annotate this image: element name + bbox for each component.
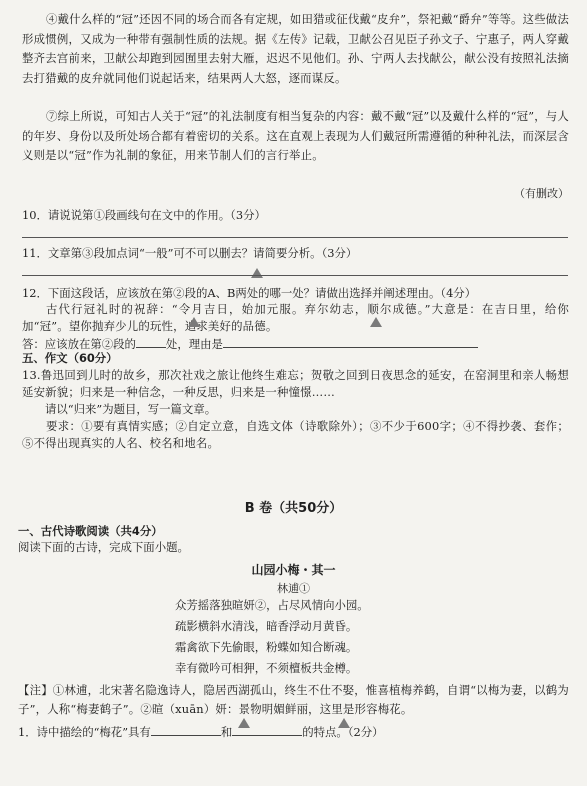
reading-instruction: 阅读下面的古诗，完成下面小题。 — [18, 540, 189, 554]
answer-blank-feature-1[interactable] — [151, 723, 221, 736]
poem-line-4: 幸有微吟可相狎，不须檀板共金樽。 — [175, 661, 358, 675]
poem-note: 【注】①林逋，北宋著名隐逸诗人，隐居西湖孤山，终生不仕不娶，惟喜植梅养鹤，自谓“以梅为妻，以鹤为子”，人称“梅妻鹤子”。②暄（xuān）妍：景物明媚鲜丽，这里是形容梅花。 — [18, 683, 569, 716]
answer-line-11[interactable] — [22, 275, 568, 276]
writing-section-title: 五、作文（60分） — [22, 351, 118, 365]
poem-author: 林逋① — [277, 582, 310, 595]
question-b1-suffix: 的特点。（2分） — [302, 725, 384, 739]
watermark-triangle-icon — [238, 712, 250, 731]
poem-title: 山园小梅・其一 — [251, 563, 336, 577]
question-12: 12．下面这段话，应该放在第②段的A、B两处的哪一处？请做出选择并阐述理由。（4分） — [22, 286, 477, 300]
answer-reason-label: 处，理由是 — [165, 337, 223, 351]
watermark-triangle-icon — [251, 262, 263, 281]
poem-line-2: 疏影横斜水清浅，暗香浮动月黄昏。 — [175, 619, 358, 633]
question-b1 — [18, 723, 384, 741]
question-b1-prefix: 1．诗中描绘的“梅花”具有 — [18, 725, 151, 739]
answer-line-10[interactable] — [22, 237, 568, 238]
passage-paragraph-7: ⑦综上所说，可知古人关于“冠”的礼法制度有相当复杂的内容：戴不戴“冠”以及戴什么样的“冠”，与人的年岁、身份以及所处场合都有着密切的关系。这在直观上表现为人们戴冠所需遵循的种种礼法，而深层含义则是以“冠”作为礼制的象征，用来节制人们的言行举止。 — [22, 109, 569, 162]
watermark-triangle-icon — [188, 311, 200, 330]
source-note: （有删改） — [514, 187, 569, 200]
question-11: 11．文章第③段加点词“一般”可不可以删去？请简要分析。（3分） — [22, 246, 358, 260]
poem-line-3: 霜禽欲下先偷眼，粉蝶如知合断魂。 — [175, 640, 358, 654]
question-b1-and: 和 — [220, 725, 233, 739]
question-10: 10．请说说第①段画线句在文中的作用。（3分） — [22, 208, 266, 222]
answer-blank-position[interactable] — [136, 335, 166, 348]
question-12-quote: 古代行冠礼时的祝辞：“令月吉日，始加元服。弃尔幼志，顺尔成德。”大意是：在吉日里，给你加“冠”。望你抛弃少儿的玩性，追求美好的品德。 — [22, 302, 569, 333]
answer-blank-reason[interactable] — [223, 335, 478, 348]
passage-paragraph-4: ④戴什么样的“冠”还因不同的场合而各有定规，如田猎或征伐戴“皮弁”，祭祀戴“爵弁”等等。这些做法形成惯例，又成为一种带有强制性质的法规。据《左传》记载，卫献公召见臣子孙文子、宁惠子，两人穿戴整齐去宫前来，卫献公却跑到园囿里去射大雁，迟迟不见他们。孙、宁两人去找献公，献公没有按照礼法摘去打猎戴的皮弁就同他们说起话来，结果两人大怒，逐而谋反。 — [22, 12, 569, 85]
watermark-triangle-icon — [338, 712, 350, 731]
part-1-title: 一、古代诗歌阅读（共4分） — [18, 524, 163, 538]
answer-label: 答：应该放在第②段的 — [22, 337, 136, 351]
question-13-requirements: 要求：①要有真情实感；②自定立意，自选文体（诗歌除外）；③不少于600字；④不得抄袭、套作；⑤不得出现真实的人名、校名和地名。 — [22, 419, 569, 450]
question-13: 13.鲁迅回到儿时的故乡，那次社戏之旅让他终生难忘；贺敬之回到日夜思念的延安，在窑洞里和亲人畅想延安新貌；归来是一种信念，一种反思，归来是一种憧憬…… — [22, 368, 569, 399]
section-b-title: B 卷（共50分） — [244, 501, 343, 516]
poem-line-1: 众芳摇落独暄妍②，占尽风情向小园。 — [175, 598, 369, 612]
watermark-triangle-icon — [370, 311, 382, 330]
question-13-prompt: 请以“归来”为题目，写一篇文章。 — [45, 402, 217, 416]
